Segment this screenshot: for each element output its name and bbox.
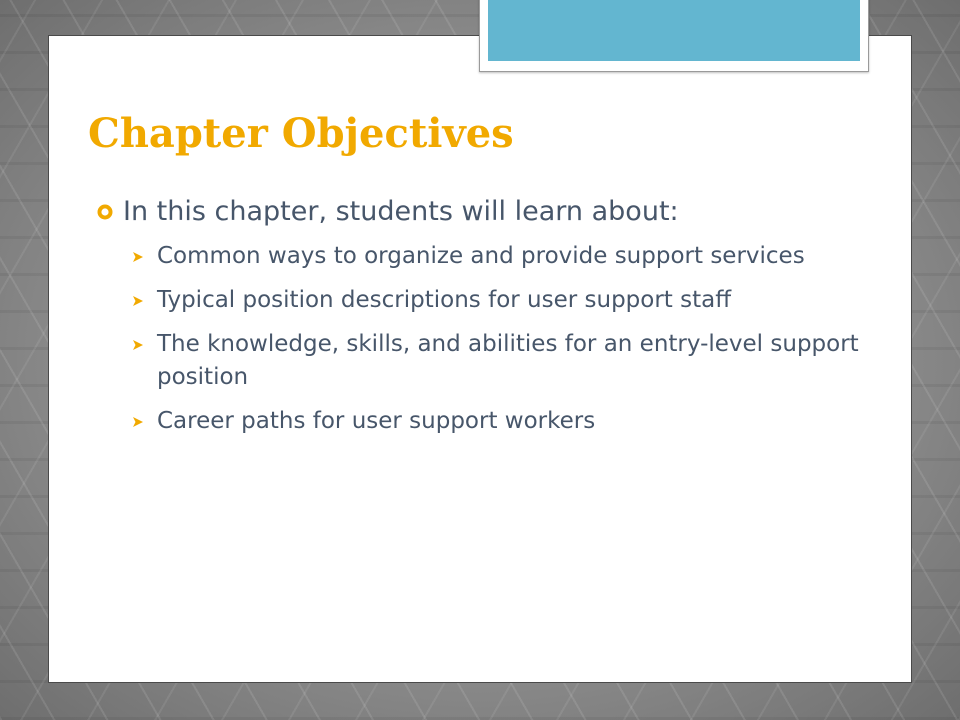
objective-item xyxy=(96,405,876,438)
intro-bullet xyxy=(96,192,876,232)
slide-title: Chapter Objectives xyxy=(88,110,514,157)
intro-text: In this chapter, students will learn about: xyxy=(123,196,679,227)
objectives-list xyxy=(96,240,876,438)
objective-text: Typical position descriptions for user support staff xyxy=(157,287,732,313)
arrowhead-bullet-icon xyxy=(132,251,144,263)
objective-text: The knowledge, skills, and abilities for an entry-level support position xyxy=(157,331,859,390)
objective-text: Career paths for user support workers xyxy=(157,408,596,434)
objective-item xyxy=(96,284,876,317)
objective-item xyxy=(96,240,876,273)
accent-tab-fill xyxy=(488,0,860,61)
arrowhead-bullet-icon xyxy=(132,339,144,351)
accent-tab xyxy=(479,0,869,72)
objective-text: Common ways to organize and provide support services xyxy=(157,243,805,269)
arrowhead-bullet-icon xyxy=(132,416,144,428)
slide-content xyxy=(96,192,876,449)
arrowhead-bullet-icon xyxy=(132,295,144,307)
circle-bullet-icon xyxy=(96,203,114,221)
objective-item xyxy=(96,328,876,394)
